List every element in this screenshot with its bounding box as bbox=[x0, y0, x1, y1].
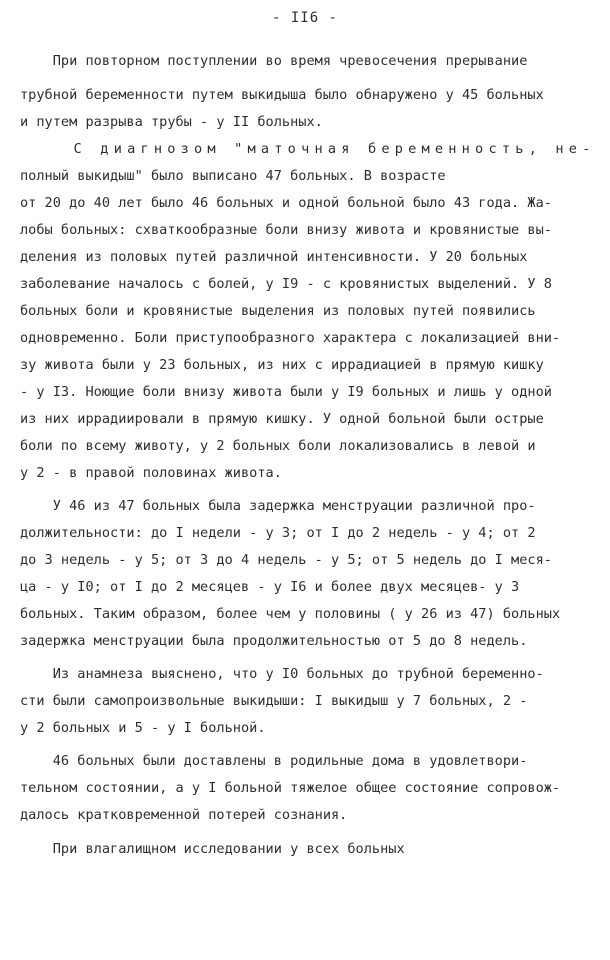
text-line: Из анамнеза выяснено, что у I0 больных до трубной беременно- bbox=[20, 666, 544, 682]
text-line: и путем разрыва трубы - у II больных. bbox=[20, 114, 323, 130]
text-line: заболевание началось с болей, у I9 - с кровянистых выделений. У 8 bbox=[20, 276, 552, 292]
text-line: тельном состоянии, а у I больной тяжелое общее состояние сопровож- bbox=[20, 780, 561, 796]
text-line: При повторном поступлении во время чревосечения прерывание bbox=[20, 53, 528, 69]
text-line: больных боли и кровянистые выделения из половых путей появились bbox=[20, 303, 536, 319]
text-line: задержка менструации была продолжительностью от 5 до 8 недель. bbox=[20, 633, 528, 649]
text-line: от 20 до 40 лет было 46 больных и одной больной было 43 года. Жа- bbox=[20, 195, 552, 211]
text-line: лобы больных: схваткообразные боли внизу живота и кровянистые вы- bbox=[20, 222, 552, 238]
text-line: одновременно. Боли приступообразного характера с локализацией вни- bbox=[20, 330, 561, 346]
text-line: У 46 из 47 больных была задержка менструации различной про- bbox=[20, 498, 536, 514]
text-line: у 2 больных и 5 - у I больной. bbox=[20, 720, 266, 736]
text-line: больных. Таким образом, более чем у половины ( у 26 из 47) больных bbox=[20, 606, 561, 622]
text-line: При влагалищном исследовании у всех больных bbox=[20, 841, 405, 857]
text-line: 46 больных были доставлены в родильные дома в удовлетвори- bbox=[20, 753, 528, 769]
text-line: из них иррадиировали в прямую кишку. У одной больной были острые bbox=[20, 411, 544, 427]
text-line: боли по всему животу, у 2 больных боли локализовались в левой и bbox=[20, 438, 536, 454]
text-line: трубной беременности путем выкидыша было обнаружено у 45 больных bbox=[20, 87, 544, 103]
text-line: у 2 - в правой половинах живота. bbox=[20, 465, 282, 481]
text-line: до 3 недель - у 5; от 3 до 4 недель - у 5; от 5 недель до I меся- bbox=[20, 552, 552, 568]
text-line: зу живота были у 23 больных, из них с иррадиацией в прямую кишку bbox=[20, 357, 544, 373]
text-line: С диагнозом "маточная беременность, не- bbox=[20, 141, 596, 157]
text-line: ца - у I0; от I до 2 месяцев - у I6 и более двух месяцев- у 3 bbox=[20, 579, 520, 595]
text-line: - у I3. Ноющие боли внизу живота были у I9 больных и лишь у одной bbox=[20, 384, 552, 400]
text-line: сти были самопроизвольные выкидыши: I выкидыш у 7 больных, 2 - bbox=[20, 693, 528, 709]
text-line: далось кратковременной потерей сознания. bbox=[20, 807, 348, 823]
page-number: - II6 - bbox=[271, 10, 338, 26]
text-line: должительности: до I недели - у 3; от I до 2 недель - у 4; от 2 bbox=[20, 525, 536, 541]
text-line: деления из половых путей различной интенсивности. У 20 больных bbox=[20, 249, 528, 265]
text-line: полный выкидыш" было выписано 47 больных. В возрасте bbox=[20, 168, 446, 184]
